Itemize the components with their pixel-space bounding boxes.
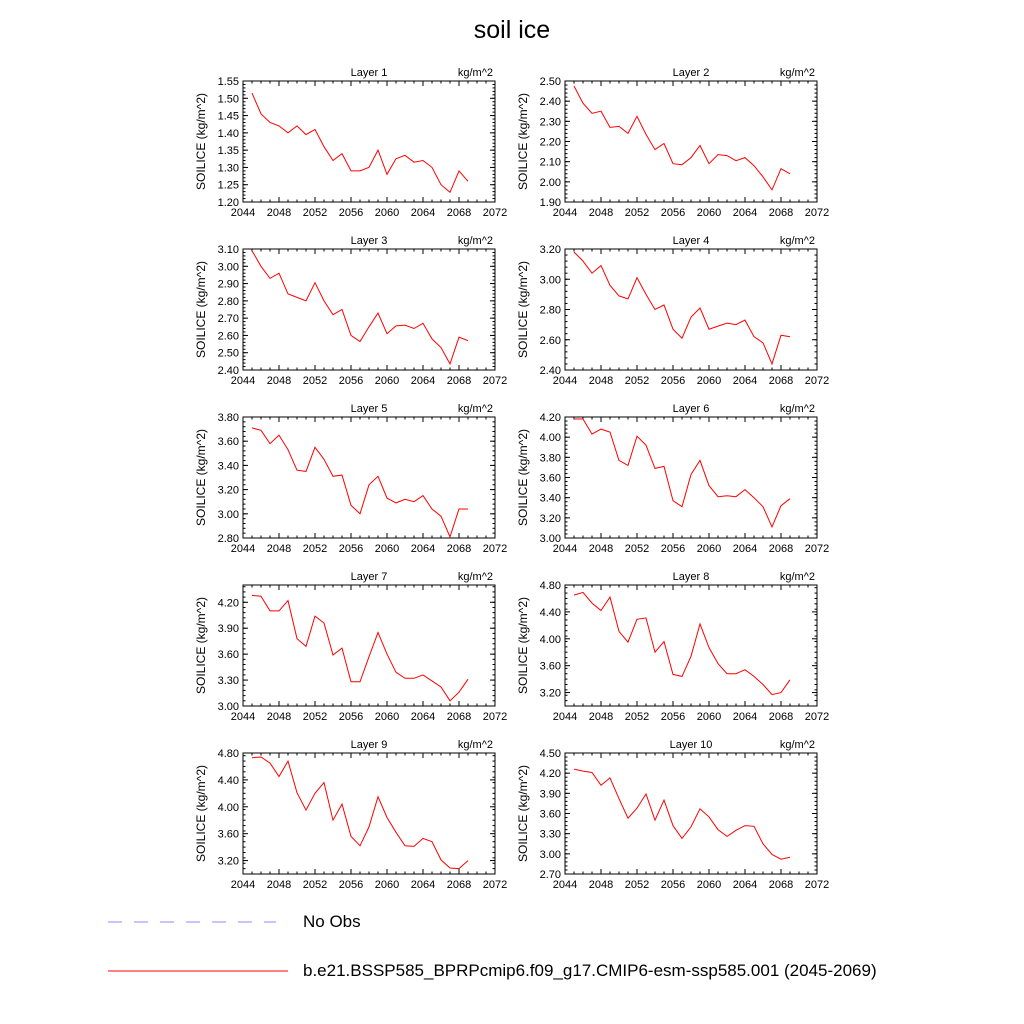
y-tick-label: 2.00 — [539, 176, 561, 189]
x-tick-label: 2060 — [374, 711, 400, 723]
y-tick-label: 2.80 — [539, 304, 561, 317]
series-line — [574, 252, 790, 364]
panel-title: Layer 7 — [350, 571, 388, 583]
x-tick-label: 2060 — [696, 543, 722, 555]
x-tick-label: 2056 — [660, 711, 686, 723]
y-tick-label: 2.50 — [217, 347, 239, 360]
y-tick-label: 4.80 — [539, 580, 561, 592]
plot-frame — [243, 585, 495, 706]
y-tick-label: 4.80 — [217, 748, 239, 760]
x-tick-label: 2056 — [338, 543, 364, 555]
panel-units: kg/m^2 — [779, 571, 815, 583]
panel-title: Layer 8 — [672, 571, 710, 583]
y-tick-label: 4.40 — [217, 774, 239, 787]
panel-layer-4 — [516, 235, 829, 387]
y-tick-label: 3.90 — [217, 623, 239, 636]
y-tick-label: 4.20 — [539, 768, 561, 781]
x-tick-label: 2068 — [446, 543, 472, 555]
panel-title: Layer 4 — [672, 235, 710, 247]
x-tick-label: 2072 — [482, 543, 508, 555]
x-tick-label: 2056 — [338, 207, 364, 219]
x-tick-label: 2060 — [696, 375, 722, 387]
panel-layer-3 — [194, 235, 507, 387]
y-tick-label: 2.80 — [217, 533, 239, 545]
x-tick-label: 2072 — [482, 207, 508, 219]
plot-frame — [565, 585, 817, 706]
panel-units: kg/m^2 — [457, 235, 493, 247]
x-tick-label: 2068 — [768, 543, 794, 555]
panel-units: kg/m^2 — [779, 739, 815, 751]
plot-frame — [565, 753, 817, 874]
series-line — [252, 251, 468, 364]
series-line — [252, 595, 468, 700]
y-tick-label: 3.30 — [217, 675, 239, 688]
y-tick-label: 3.60 — [539, 472, 561, 485]
y-tick-label: 3.60 — [217, 436, 239, 449]
y-tick-label: 4.20 — [539, 412, 561, 424]
panel-layer-5 — [194, 403, 507, 555]
x-tick-label: 2068 — [768, 207, 794, 219]
panel-units: kg/m^2 — [457, 571, 493, 583]
panel-layer-1 — [194, 67, 507, 219]
x-tick-label: 2072 — [804, 879, 830, 891]
y-axis-label: SOILICE (kg/m^2) — [516, 429, 530, 526]
x-tick-label: 2064 — [410, 207, 436, 219]
y-tick-label: 3.00 — [539, 533, 561, 545]
x-tick-label: 2048 — [266, 207, 292, 219]
panel-title: Layer 2 — [672, 67, 710, 79]
panel-layer-6 — [516, 403, 829, 555]
x-tick-label: 2048 — [588, 879, 614, 891]
y-axis-label: SOILICE (kg/m^2) — [194, 765, 208, 862]
panel-title: Layer 3 — [350, 235, 388, 247]
y-tick-label: 4.00 — [217, 801, 239, 814]
y-tick-label: 2.80 — [217, 295, 239, 308]
x-tick-label: 2072 — [804, 207, 830, 219]
series-line — [252, 428, 468, 537]
y-tick-label: 1.45 — [217, 110, 239, 123]
x-tick-label: 2068 — [768, 879, 794, 891]
x-tick-label: 2044 — [552, 207, 578, 219]
y-tick-label: 2.70 — [217, 313, 239, 326]
y-tick-label: 3.20 — [217, 855, 239, 868]
y-tick-label: 2.40 — [539, 365, 561, 377]
x-tick-label: 2060 — [696, 207, 722, 219]
x-tick-label: 2048 — [588, 711, 614, 723]
y-tick-label: 3.00 — [217, 508, 239, 521]
x-tick-label: 2044 — [552, 543, 578, 555]
y-tick-label: 3.60 — [539, 808, 561, 821]
plot-frame — [565, 417, 817, 538]
y-tick-label: 3.10 — [217, 244, 239, 256]
x-tick-label: 2048 — [266, 375, 292, 387]
y-tick-label: 3.80 — [539, 452, 561, 465]
panel-units: kg/m^2 — [779, 403, 815, 415]
x-tick-label: 2044 — [552, 879, 578, 891]
y-tick-label: 2.70 — [539, 869, 561, 881]
y-axis-label: SOILICE (kg/m^2) — [194, 597, 208, 694]
y-tick-label: 1.50 — [217, 93, 239, 106]
y-tick-label: 1.55 — [217, 76, 239, 88]
y-tick-label: 2.50 — [539, 76, 561, 88]
x-tick-label: 2072 — [804, 375, 830, 387]
x-tick-label: 2052 — [624, 207, 650, 219]
legend-model-line — [108, 961, 298, 981]
figure-title: soil ice — [473, 16, 551, 44]
series-line — [252, 93, 468, 192]
x-tick-label: 2044 — [230, 543, 256, 555]
series-line — [574, 419, 790, 527]
x-tick-label: 2060 — [696, 879, 722, 891]
x-tick-label: 2072 — [804, 711, 830, 723]
x-tick-label: 2048 — [266, 711, 292, 723]
x-tick-label: 2064 — [410, 711, 436, 723]
y-tick-label: 3.00 — [539, 274, 561, 287]
x-tick-label: 2068 — [446, 207, 472, 219]
x-tick-label: 2048 — [588, 543, 614, 555]
y-tick-label: 3.20 — [539, 512, 561, 525]
y-tick-label: 1.20 — [217, 197, 239, 209]
plot-frame — [243, 417, 495, 538]
panel-layer-7 — [194, 571, 507, 723]
x-tick-label: 2064 — [732, 543, 758, 555]
x-tick-label: 2072 — [482, 879, 508, 891]
x-tick-label: 2044 — [230, 879, 256, 891]
y-tick-label: 2.30 — [539, 116, 561, 129]
x-tick-label: 2068 — [446, 711, 472, 723]
y-tick-label: 3.30 — [539, 828, 561, 841]
x-tick-label: 2052 — [302, 207, 328, 219]
plot-frame — [243, 81, 495, 202]
x-tick-label: 2044 — [552, 375, 578, 387]
legend-model-label: b.e21.BSSP585_BPRPcmip6.f09_g17.CMIP6-esm-ssp585.001 (2045-2069) — [303, 961, 877, 980]
legend-obs-label: No Obs — [303, 912, 361, 931]
series-line — [574, 769, 790, 859]
x-tick-label: 2064 — [732, 711, 758, 723]
y-tick-label: 3.90 — [539, 788, 561, 801]
x-tick-label: 2056 — [660, 543, 686, 555]
x-tick-label: 2056 — [338, 375, 364, 387]
y-tick-label: 3.20 — [217, 484, 239, 497]
panel-layer-2 — [516, 67, 829, 219]
y-axis-label: SOILICE (kg/m^2) — [194, 429, 208, 526]
panel-title: Layer 5 — [350, 403, 388, 415]
y-tick-label: 1.35 — [217, 145, 239, 158]
y-tick-label: 3.60 — [217, 828, 239, 841]
y-axis-label: SOILICE (kg/m^2) — [516, 765, 530, 862]
y-tick-label: 2.40 — [217, 365, 239, 377]
x-tick-label: 2048 — [588, 207, 614, 219]
x-tick-label: 2068 — [768, 711, 794, 723]
panel-title: Layer 9 — [350, 739, 388, 751]
panel-units: kg/m^2 — [779, 235, 815, 247]
y-axis-label: SOILICE (kg/m^2) — [194, 261, 208, 358]
x-tick-label: 2056 — [660, 375, 686, 387]
x-tick-label: 2072 — [482, 375, 508, 387]
y-tick-label: 3.60 — [539, 660, 561, 673]
y-tick-label: 2.60 — [539, 334, 561, 347]
panel-units: kg/m^2 — [457, 403, 493, 415]
legend-obs-line — [108, 912, 278, 932]
y-tick-label: 1.25 — [217, 179, 239, 192]
x-tick-label: 2064 — [732, 207, 758, 219]
x-tick-label: 2044 — [552, 711, 578, 723]
y-tick-label: 4.00 — [539, 633, 561, 646]
panel-title: Layer 6 — [672, 403, 710, 415]
y-tick-label: 3.00 — [217, 701, 239, 713]
x-tick-label: 2052 — [624, 711, 650, 723]
x-tick-label: 2068 — [446, 879, 472, 891]
x-tick-label: 2064 — [732, 375, 758, 387]
y-axis-label: SOILICE (kg/m^2) — [516, 597, 530, 694]
y-tick-label: 4.40 — [539, 606, 561, 619]
y-axis-label: SOILICE (kg/m^2) — [516, 261, 530, 358]
x-tick-label: 2056 — [338, 879, 364, 891]
panel-title: Layer 1 — [350, 67, 388, 79]
x-tick-label: 2052 — [302, 879, 328, 891]
y-tick-label: 3.00 — [539, 848, 561, 861]
x-tick-label: 2044 — [230, 375, 256, 387]
x-tick-label: 2052 — [302, 543, 328, 555]
x-tick-label: 2056 — [660, 879, 686, 891]
panel-units: kg/m^2 — [457, 739, 493, 751]
x-tick-label: 2056 — [338, 711, 364, 723]
plot-frame — [565, 249, 817, 370]
series-line — [574, 86, 790, 190]
y-tick-label: 2.20 — [539, 136, 561, 149]
x-tick-label: 2072 — [804, 543, 830, 555]
plot-frame — [243, 249, 495, 370]
panel-units: kg/m^2 — [457, 67, 493, 79]
x-tick-label: 2064 — [732, 879, 758, 891]
panel-units: kg/m^2 — [779, 67, 815, 79]
x-tick-label: 2048 — [266, 879, 292, 891]
x-tick-label: 2048 — [266, 543, 292, 555]
x-tick-label: 2060 — [374, 207, 400, 219]
y-tick-label: 1.30 — [217, 162, 239, 175]
panel-layer-10 — [516, 739, 829, 891]
y-tick-label: 3.20 — [539, 687, 561, 700]
x-tick-label: 2060 — [374, 543, 400, 555]
plot-frame — [243, 753, 495, 874]
panel-layer-8 — [516, 571, 829, 723]
x-tick-label: 2060 — [696, 711, 722, 723]
series-line — [252, 757, 468, 869]
y-tick-label: 2.90 — [217, 278, 239, 291]
x-tick-label: 2060 — [374, 879, 400, 891]
y-tick-label: 4.50 — [539, 748, 561, 760]
y-tick-label: 4.00 — [539, 432, 561, 445]
y-tick-label: 3.40 — [217, 460, 239, 473]
y-axis-label: SOILICE (kg/m^2) — [516, 93, 530, 190]
x-tick-label: 2052 — [302, 375, 328, 387]
x-tick-label: 2056 — [660, 207, 686, 219]
x-tick-label: 2064 — [410, 375, 436, 387]
x-tick-label: 2052 — [624, 879, 650, 891]
x-tick-label: 2072 — [482, 711, 508, 723]
y-tick-label: 3.80 — [217, 412, 239, 424]
x-tick-label: 2064 — [410, 879, 436, 891]
y-tick-label: 3.20 — [539, 244, 561, 256]
x-tick-label: 2052 — [302, 711, 328, 723]
x-tick-label: 2044 — [230, 711, 256, 723]
y-tick-label: 3.40 — [539, 492, 561, 505]
panel-title: Layer 10 — [669, 739, 713, 751]
plot-frame — [565, 81, 817, 202]
panel-layer-9 — [194, 739, 507, 891]
y-tick-label: 2.40 — [539, 96, 561, 109]
y-axis-label: SOILICE (kg/m^2) — [194, 93, 208, 190]
x-tick-label: 2068 — [768, 375, 794, 387]
x-tick-label: 2044 — [230, 207, 256, 219]
x-tick-label: 2064 — [410, 543, 436, 555]
y-tick-label: 1.90 — [539, 197, 561, 209]
y-tick-label: 1.40 — [217, 127, 239, 140]
x-tick-label: 2068 — [446, 375, 472, 387]
series-line — [574, 592, 790, 694]
x-tick-label: 2052 — [624, 375, 650, 387]
y-tick-label: 2.10 — [539, 156, 561, 169]
y-tick-label: 2.60 — [217, 330, 239, 343]
x-tick-label: 2048 — [588, 375, 614, 387]
y-tick-label: 3.60 — [217, 649, 239, 662]
x-tick-label: 2060 — [374, 375, 400, 387]
y-tick-label: 4.20 — [217, 597, 239, 610]
y-tick-label: 3.00 — [217, 261, 239, 274]
x-tick-label: 2052 — [624, 543, 650, 555]
